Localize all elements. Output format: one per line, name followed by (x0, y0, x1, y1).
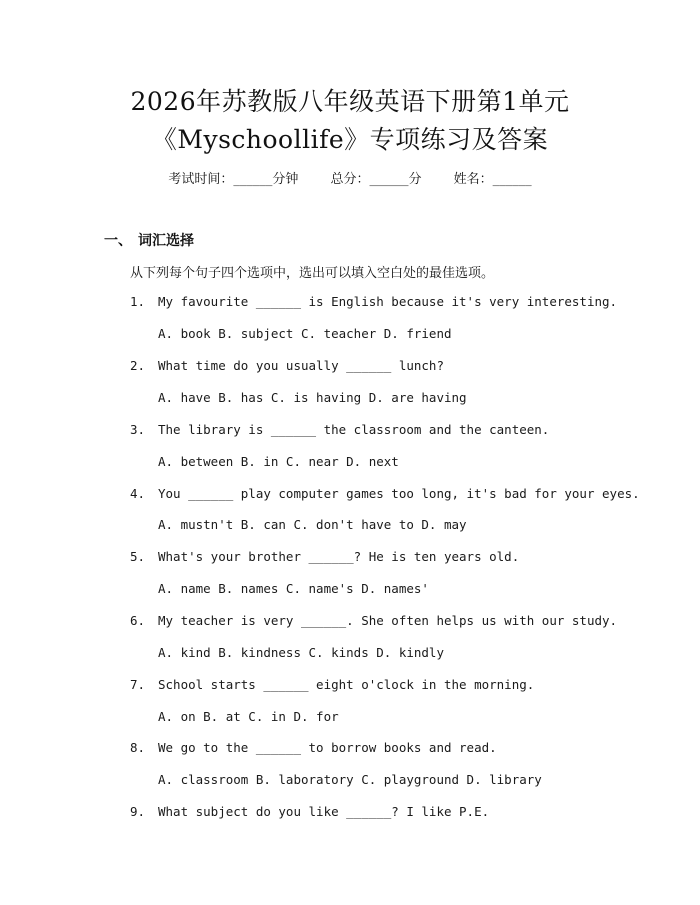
question-text: My teacher is very ______. She often helps us with our study. (158, 613, 618, 628)
section-number: 一、 (104, 233, 132, 249)
answer-options: A. mustn't B. can C. don't have to D. may (158, 517, 467, 532)
question-number: 3. (130, 422, 146, 437)
question-text: We go to the ______ to borrow books and read. (158, 740, 497, 755)
answer-options: A. classroom B. laboratory C. playground D. library (158, 772, 542, 787)
answer-options: A. have B. has C. is having D. are having (158, 390, 467, 405)
question-text: The library is ______ the classroom and the canteen. (158, 422, 550, 437)
question-number: 5. (130, 549, 146, 564)
document-title-line-1: 2026年苏教版八年级英语下册第1单元 (130, 87, 570, 116)
student-name-field: 姓名：______ (453, 172, 532, 187)
answer-options: A. book B. subject C. teacher D. friend (158, 326, 452, 341)
question-number: 7. (130, 677, 146, 692)
exam-info (0, 168, 700, 187)
question-number: 2. (130, 358, 146, 373)
exam-time-field: 考试时间：______分钟 (168, 172, 299, 187)
question-text: You ______ play computer games too long, it's bad for your eyes. (158, 486, 640, 501)
question-text: What's your brother ______? He is ten years old. (158, 549, 520, 564)
answer-options: A. name B. names C. name's D. names' (158, 581, 429, 596)
question-number: 9. (130, 804, 146, 819)
question-text: What time do you usually ______ lunch? (158, 358, 444, 373)
question-text: What subject do you like ______? I like P.E. (158, 804, 490, 819)
question-number: 8. (130, 740, 146, 755)
question-text: School starts ______ eight o'clock in the morning. (158, 677, 535, 692)
answer-options: A. between B. in C. near D. next (158, 454, 399, 469)
question-number: 4. (130, 486, 146, 501)
answer-options: A. kind B. kindness C. kinds D. kindly (158, 645, 444, 660)
document-title-line-2: 《Myschoollife》专项练习及答案 (151, 125, 549, 154)
section-instruction: 从下列每个句子四个选项中，选出可以填入空白处的最佳选项。 (130, 266, 495, 281)
question-number: 6. (130, 613, 146, 628)
section-title: 词汇选择 (138, 233, 194, 249)
total-score-field: 总分：______分 (330, 172, 422, 187)
question-number: 1. (130, 294, 146, 309)
question-text: My favourite ______ is English because it's very interesting. (158, 294, 618, 309)
answer-options: A. on B. at C. in D. for (158, 709, 339, 724)
section-heading (104, 230, 194, 250)
